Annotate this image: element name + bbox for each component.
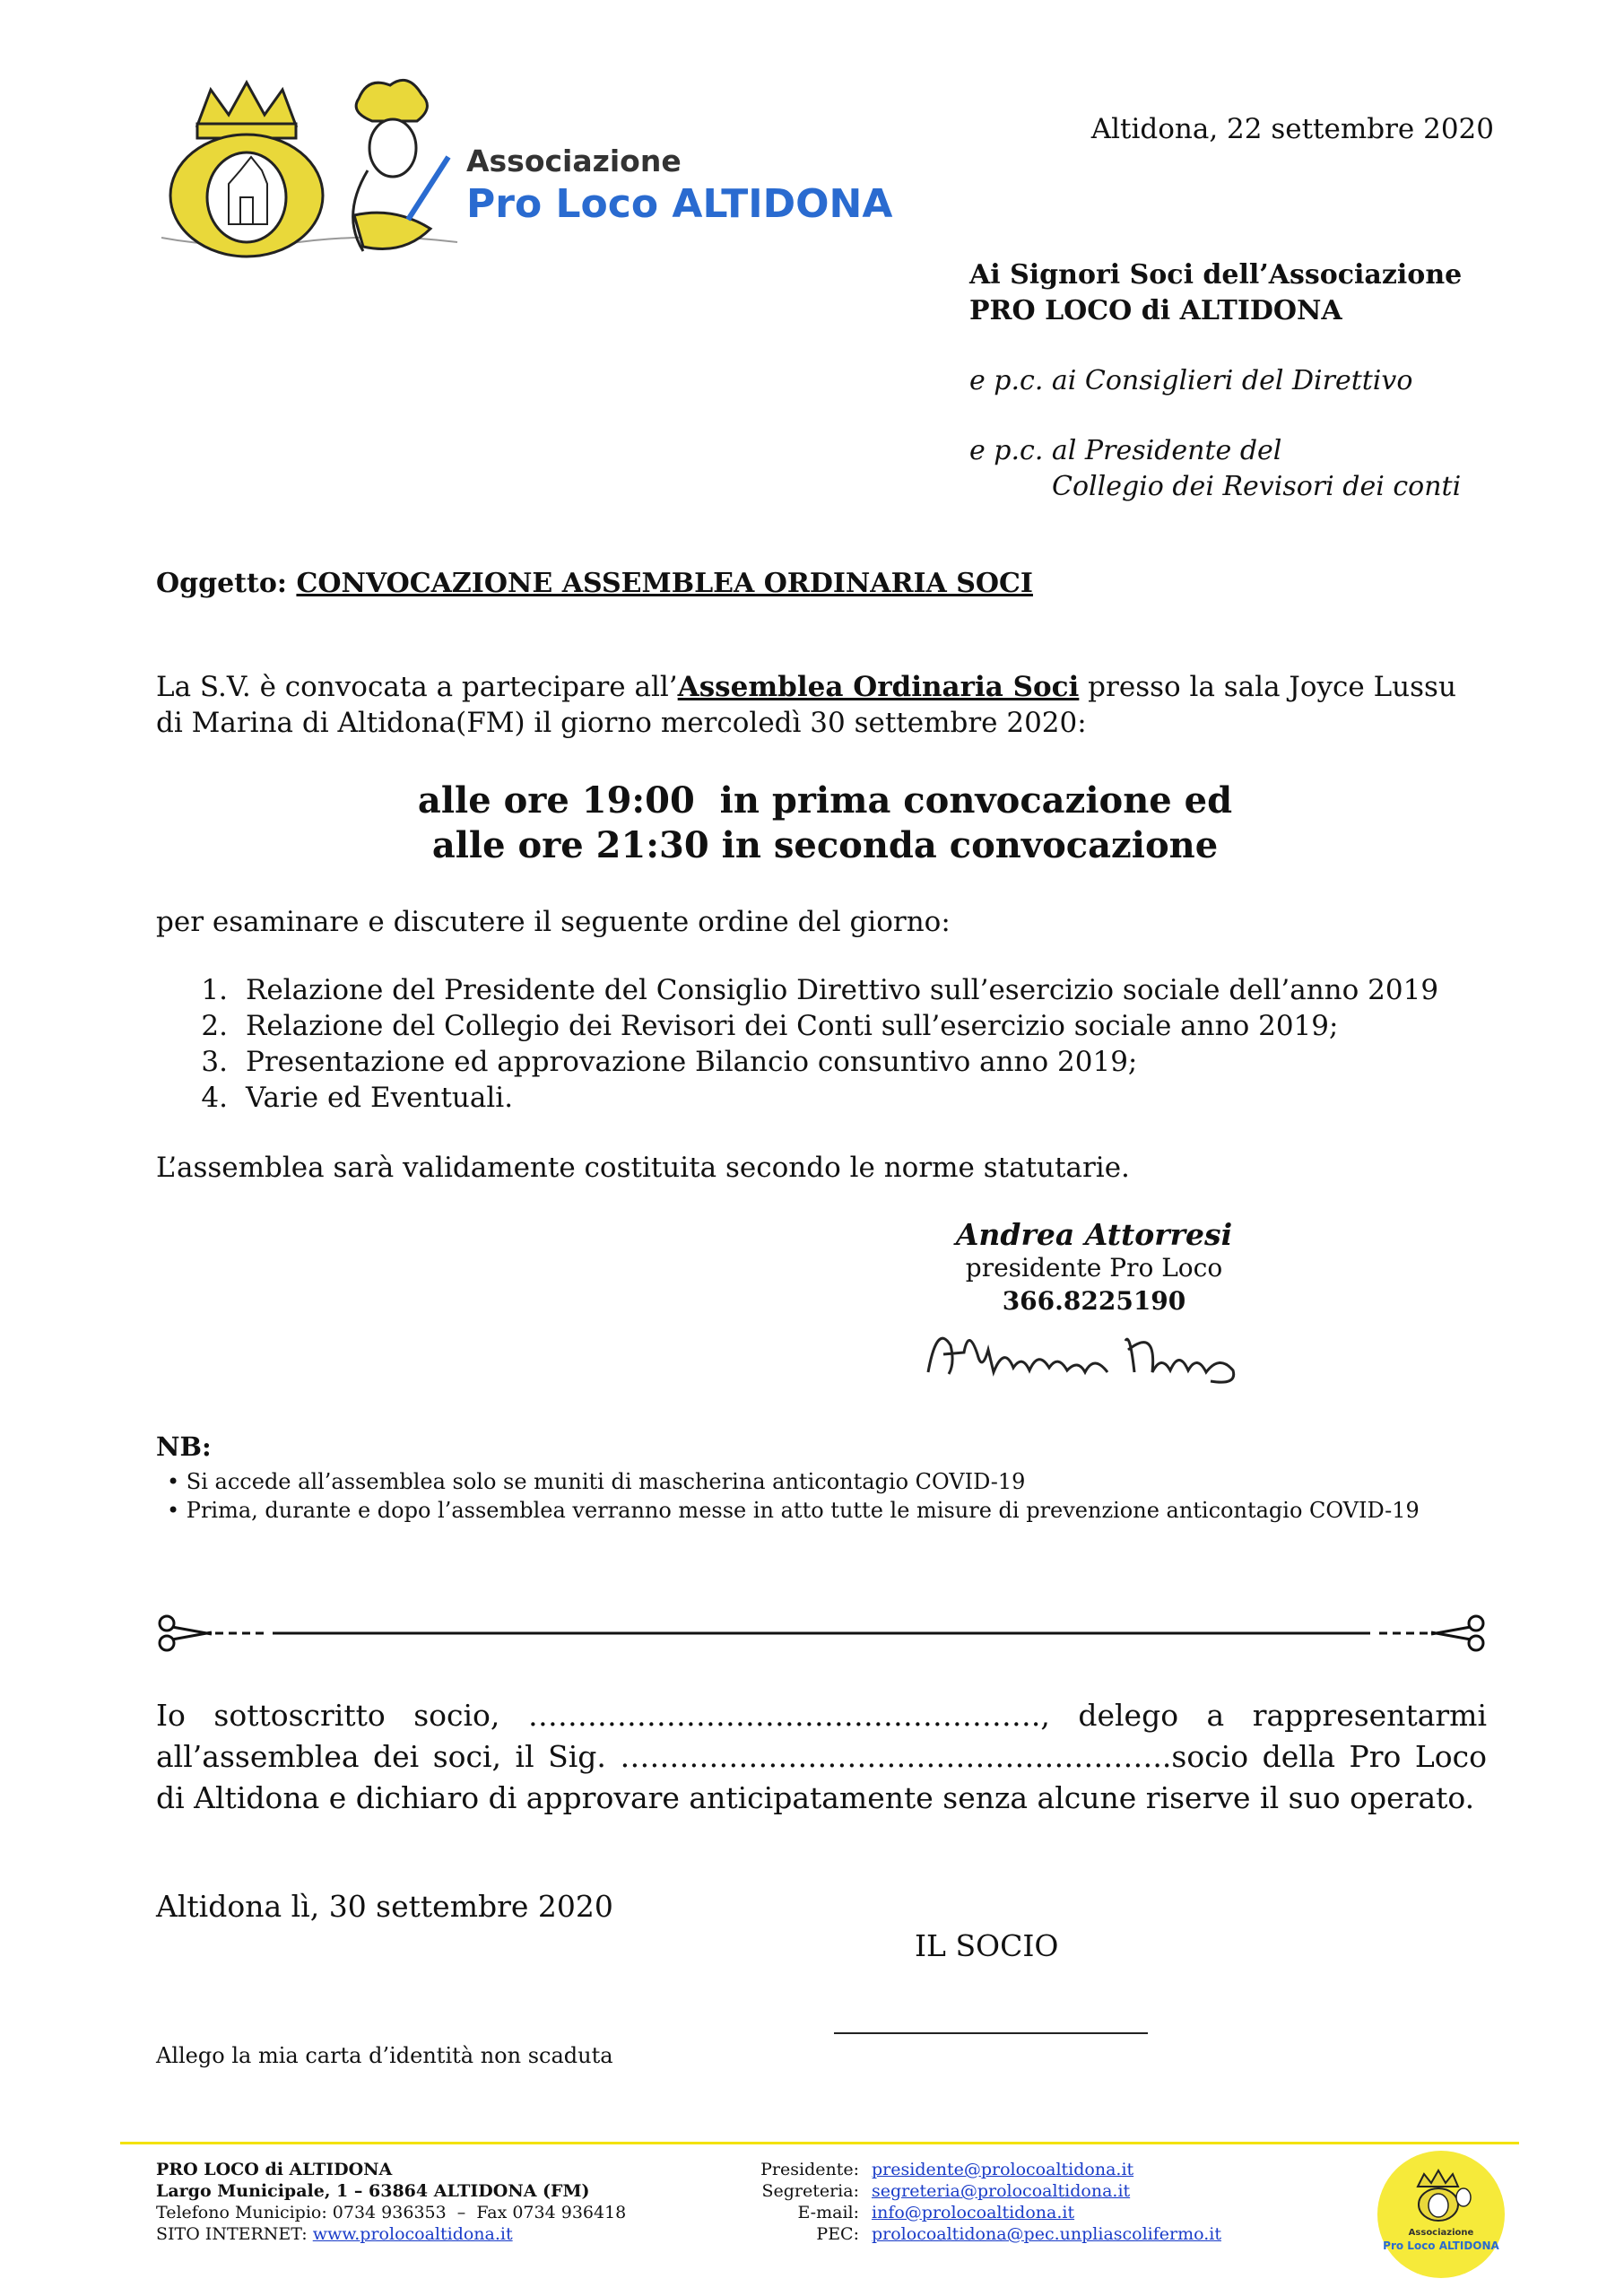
id-card-note: Allego la mia carta d’identità non scaduta	[156, 2043, 613, 2068]
logo-name-text: Pro Loco ALTIDONA	[466, 181, 893, 227]
nb-item: • Si accede all’assemblea solo se muniti di mascherina anticontagio COVID-19	[167, 1469, 1026, 1494]
p1-before: La S.V. è convocata a partecipare all’	[156, 671, 678, 703]
meeting-times	[156, 778, 1494, 868]
signatory-name: Andrea Attorresi	[955, 1217, 1233, 1252]
agenda-intro: per esaminare e discutere il seguente ordine del giorno:	[156, 906, 951, 938]
info-email-link[interactable]: info@prolocoaltidona.it	[872, 2203, 1075, 2222]
president-email-link[interactable]: presidente@prolocoaltidona.it	[872, 2160, 1134, 2179]
pro-loco-crest-chef-logo-icon	[161, 72, 466, 287]
recipient-line-2: PRO LOCO di ALTIDONA	[969, 295, 1342, 326]
logo	[161, 72, 897, 287]
badge-line-2: Pro Loco ALTIDONA	[1383, 2239, 1499, 2252]
signatory-role: presidente Pro Loco	[965, 1253, 1223, 1283]
agenda-item: 2. Relazione del Collegio dei Revisori dei Conti sull’esercizio sociale anno 2019;	[201, 1010, 1339, 1042]
agenda-item: 4. Varie ed Eventuali.	[201, 1082, 514, 1114]
badge-crest-icon	[1377, 2151, 1505, 2278]
pec-email-link[interactable]: prolocoaltidona@pec.unpliascolifermo.it	[872, 2224, 1221, 2244]
validity-note: L’assemblea sarà validamente costituita secondo le norme statutarie.	[156, 1152, 1130, 1184]
logo-association-text: Associazione	[466, 144, 682, 178]
contact-row: Presidente: presidente@prolocoaltidona.it	[760, 2160, 1134, 2179]
cc-line-2b: Collegio dei Revisori dei conti	[1052, 471, 1462, 502]
contact-row: Segreteria: segreteria@prolocoaltidona.it	[761, 2181, 1131, 2201]
p1-after: presso la sala Joyce Lussu di Marina di Altidona(FM) il giorno mercoledì 30 settembre 2020:	[156, 671, 1456, 739]
footer-contacts	[744, 2159, 1221, 2245]
footer-org: PRO LOCO di ALTIDONA	[156, 2160, 393, 2179]
convocation-paragraph	[156, 669, 1483, 741]
agenda-list	[188, 972, 1438, 1116]
signatory-phone: 366.8225190	[1002, 1286, 1186, 1316]
scissors-icon	[1431, 1616, 1483, 1650]
time-second-call: alle ore 21:30 in seconda convocazione	[431, 824, 1219, 866]
cc-line-2a: e p.c. al Presidente del	[969, 435, 1282, 466]
secretary-email-link[interactable]: segreteria@prolocoaltidona.it	[872, 2181, 1131, 2201]
contact-row: E-mail: info@prolocoaltidona.it	[797, 2203, 1075, 2222]
recipient-line-1: Ai Signori Soci dell’Associazione	[969, 259, 1463, 291]
p1-highlight: Assemblea Ordinaria Soci	[677, 671, 1080, 703]
cc-line-1: e p.c. ai Consiglieri del Direttivo	[969, 365, 1413, 396]
scissors-icon	[160, 1616, 212, 1650]
footer-divider	[120, 2142, 1519, 2144]
agenda-item: 1. Relazione del Presidente del Consiglio Direttivo sull’esercizio sociale dell’anno 2019	[201, 974, 1439, 1006]
footer-phone: Telefono Municipio: 0734 936353 – Fax 0734 936418	[156, 2203, 627, 2222]
footer-logo-badge	[1377, 2151, 1505, 2278]
signatory-block	[915, 1218, 1273, 1318]
cut-here-line	[156, 1605, 1487, 1659]
footer-address: Largo Municipale, 1 – 63864 ALTIDONA (FM)	[156, 2181, 590, 2201]
handwritten-signature	[924, 1318, 1246, 1390]
letter-date: Altidona, 22 settembre 2020	[1090, 113, 1494, 145]
signature-line	[834, 2032, 1148, 2034]
nb-title: NB:	[156, 1431, 212, 1462]
subject-label: Oggetto:	[156, 568, 287, 599]
footer-address-block	[156, 2159, 626, 2245]
nb-list	[167, 1467, 1420, 1525]
website-link[interactable]: www.prolocoaltidona.it	[312, 2224, 513, 2244]
subject-text: CONVOCAZIONE ASSEMBLEA ORDINARIA SOCI	[296, 568, 1033, 599]
recipients-block	[969, 257, 1525, 505]
socio-label: IL SOCIO	[915, 1928, 1059, 1963]
badge-line-1: Associazione	[1408, 2228, 1474, 2238]
agenda-item: 3. Presentazione ed approvazione Bilancio consuntivo anno 2019;	[201, 1046, 1138, 1078]
time-first-call: alle ore 19:00 in prima convocazione ed	[417, 779, 1233, 822]
contact-row: PEC: prolocoaltidona@pec.unpliascolifermo.it	[816, 2224, 1221, 2244]
nb-item: • Prima, durante e dopo l’assemblea verranno messe in atto tutte le misure di prevenzione anticontagio COVID-19	[167, 1498, 1420, 1523]
place-date: Altidona lì, 30 settembre 2020	[156, 1889, 613, 1924]
delegation-text: Io sottoscritto socio, ……………………………………………., delego a rappresentarmi all’assemblea dei soci, il Sig. ………………………………………………..socio della Pro Loco di Altidona e dichiaro di approvare anticipatamente senza alcune riserve il suo operato.	[156, 1698, 1487, 1815]
footer-site-row: SITO INTERNET: www.prolocoaltidona.it	[156, 2224, 513, 2244]
subject-line	[156, 568, 1033, 599]
